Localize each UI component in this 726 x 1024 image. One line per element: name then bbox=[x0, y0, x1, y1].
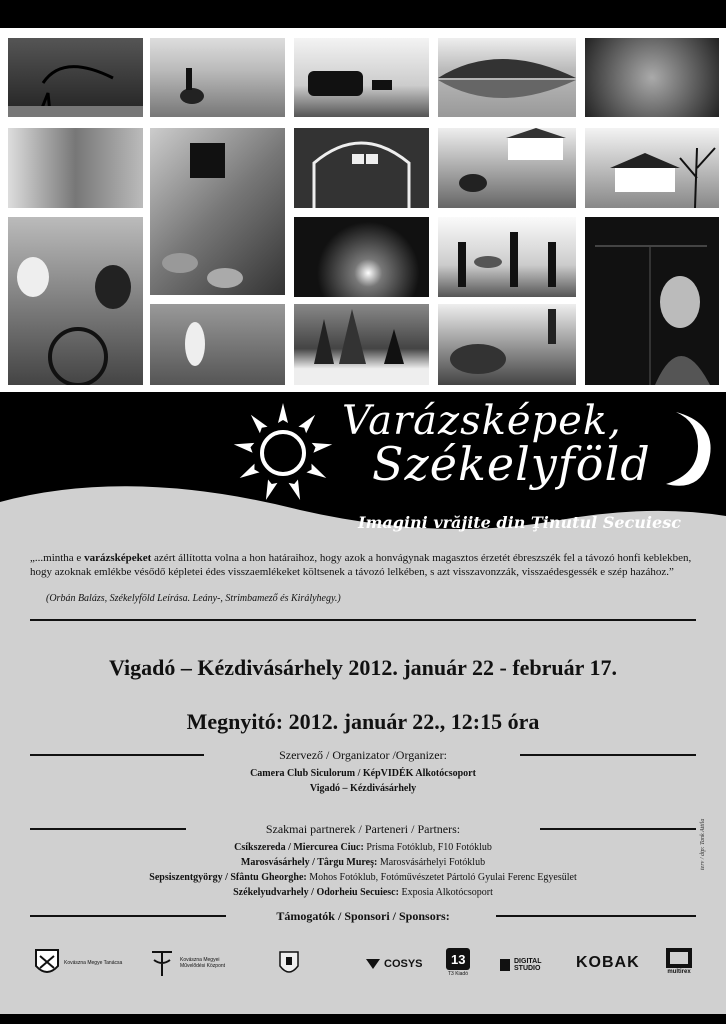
design-credit: terv / dtp: Tank Attila bbox=[700, 818, 706, 870]
organizers-heading: Szervező / Organizator /Organizer: bbox=[279, 748, 447, 762]
photo-boys-row bbox=[8, 128, 143, 208]
quote-bold-word: varázsképeket bbox=[84, 552, 152, 564]
sponsor-cultural-center: Kovászna Megyei Művelődési Központ bbox=[148, 948, 242, 978]
moon-icon bbox=[658, 404, 718, 494]
bottom-border bbox=[0, 1014, 726, 1024]
photo-church-gate bbox=[294, 128, 429, 208]
t3-logo bbox=[446, 948, 470, 970]
sponsor-multirex: multirex bbox=[666, 948, 692, 975]
partner-row: Csíkszereda / Miercurea Ciuc: Prisma Fotóklub, F10 Fotóklub bbox=[234, 842, 492, 853]
photo-drummers bbox=[438, 217, 576, 297]
photo-grid bbox=[0, 28, 726, 392]
sponsor-logos bbox=[0, 948, 726, 998]
photo-old-woman-window bbox=[585, 217, 719, 385]
sponsor-cosys: COSYS bbox=[366, 958, 423, 970]
photo-night-firework bbox=[294, 217, 429, 297]
top-border bbox=[0, 0, 726, 28]
opening-time: Megnyitó: 2012. január 22., 12:15 óra bbox=[186, 709, 540, 734]
photo-horse-rider bbox=[150, 38, 285, 117]
city-crest-icon bbox=[278, 948, 300, 978]
sun-icon bbox=[228, 398, 338, 508]
photo-spinning-women bbox=[8, 217, 143, 385]
sponsors-heading: Támogatók / Sponsori / Sponsors: bbox=[276, 909, 450, 923]
partner-row: Sepsiszentgyörgy / Sfântu Gheorghe: Mohos Fotóklub, Fotóművészetet Pártoló Gyulai Ferenc Egyesület bbox=[149, 872, 577, 883]
photo-hay-wagon bbox=[294, 38, 429, 117]
cultural-center-logo bbox=[148, 948, 176, 978]
title-line-2: Székelyföld bbox=[372, 437, 651, 491]
cosys-logo bbox=[366, 959, 380, 969]
info-panel bbox=[0, 548, 726, 1014]
sponsor-city bbox=[278, 948, 300, 978]
sponsor-digital-studio: DIGITAL STUDIO bbox=[500, 958, 550, 972]
partner-row: Marosvásárhely / Târgu Mureş: Marosvásárhelyi Fotóklub bbox=[240, 857, 486, 868]
digital-studio-logo bbox=[500, 959, 510, 971]
quote-text: „...mintha e varázsképeket azért állította volna a hon határaihoz, hogy azok a honvágynak magasztos érzetét ébreszszék fel a távozó honfi keblekben, hogy azoknak emlékbe vésődő képletei édes visszaemlékeket költsenek a távozó lelkében, s azt visszavonzzák, visszaédesgessék e szép hazához.” bbox=[30, 552, 692, 578]
venue-dates: Vigadó – Kézdivásárhely 2012. január 22 - február 17. bbox=[108, 655, 618, 680]
partner-row: Székelyudvarhely / Odorheiu Secuiesc: Exposia Alkotócsoport bbox=[233, 887, 493, 898]
title-line-1: Varázsképek, bbox=[342, 398, 622, 444]
county-crest-icon bbox=[34, 948, 60, 978]
divider bbox=[30, 619, 696, 621]
photo-ox-cart-village bbox=[438, 128, 576, 208]
photo-winter-forest bbox=[294, 304, 429, 385]
sponsor-kobak: KOBAK bbox=[576, 954, 640, 971]
sponsor-county-council: Kovászna Megye Tanácsa bbox=[34, 948, 122, 978]
photo-lake-hill bbox=[438, 38, 576, 117]
svg-text:13: 13 bbox=[451, 952, 466, 967]
photo-dancers-blur bbox=[585, 38, 719, 117]
organizers-line: Camera Club Siculorum / KépVIDÉK Alkotócsoport bbox=[250, 768, 476, 779]
organizers-line: Vigadó – Kézdivásárhely bbox=[309, 783, 417, 794]
photo-bread-oven bbox=[150, 128, 285, 295]
multirex-logo bbox=[666, 948, 692, 968]
photo-whip-cracker bbox=[8, 38, 143, 117]
subtitle: Imagini vrăjite din Ţinutul Secuiesc bbox=[358, 513, 681, 532]
sponsor-t3: 13 T3 Kiadó bbox=[446, 948, 470, 977]
photo-girl-meadow bbox=[150, 304, 285, 385]
photo-farmhouse-tree bbox=[585, 128, 719, 208]
partners-heading: Szakmai partnerek / Parteneri / Partners: bbox=[265, 822, 461, 836]
quote-citation: (Orbán Balázs, Székelyföld Leírása. Leány-, Strimbamező és Királyhegy.) bbox=[46, 593, 341, 604]
photo-ox-farmer bbox=[438, 304, 576, 385]
